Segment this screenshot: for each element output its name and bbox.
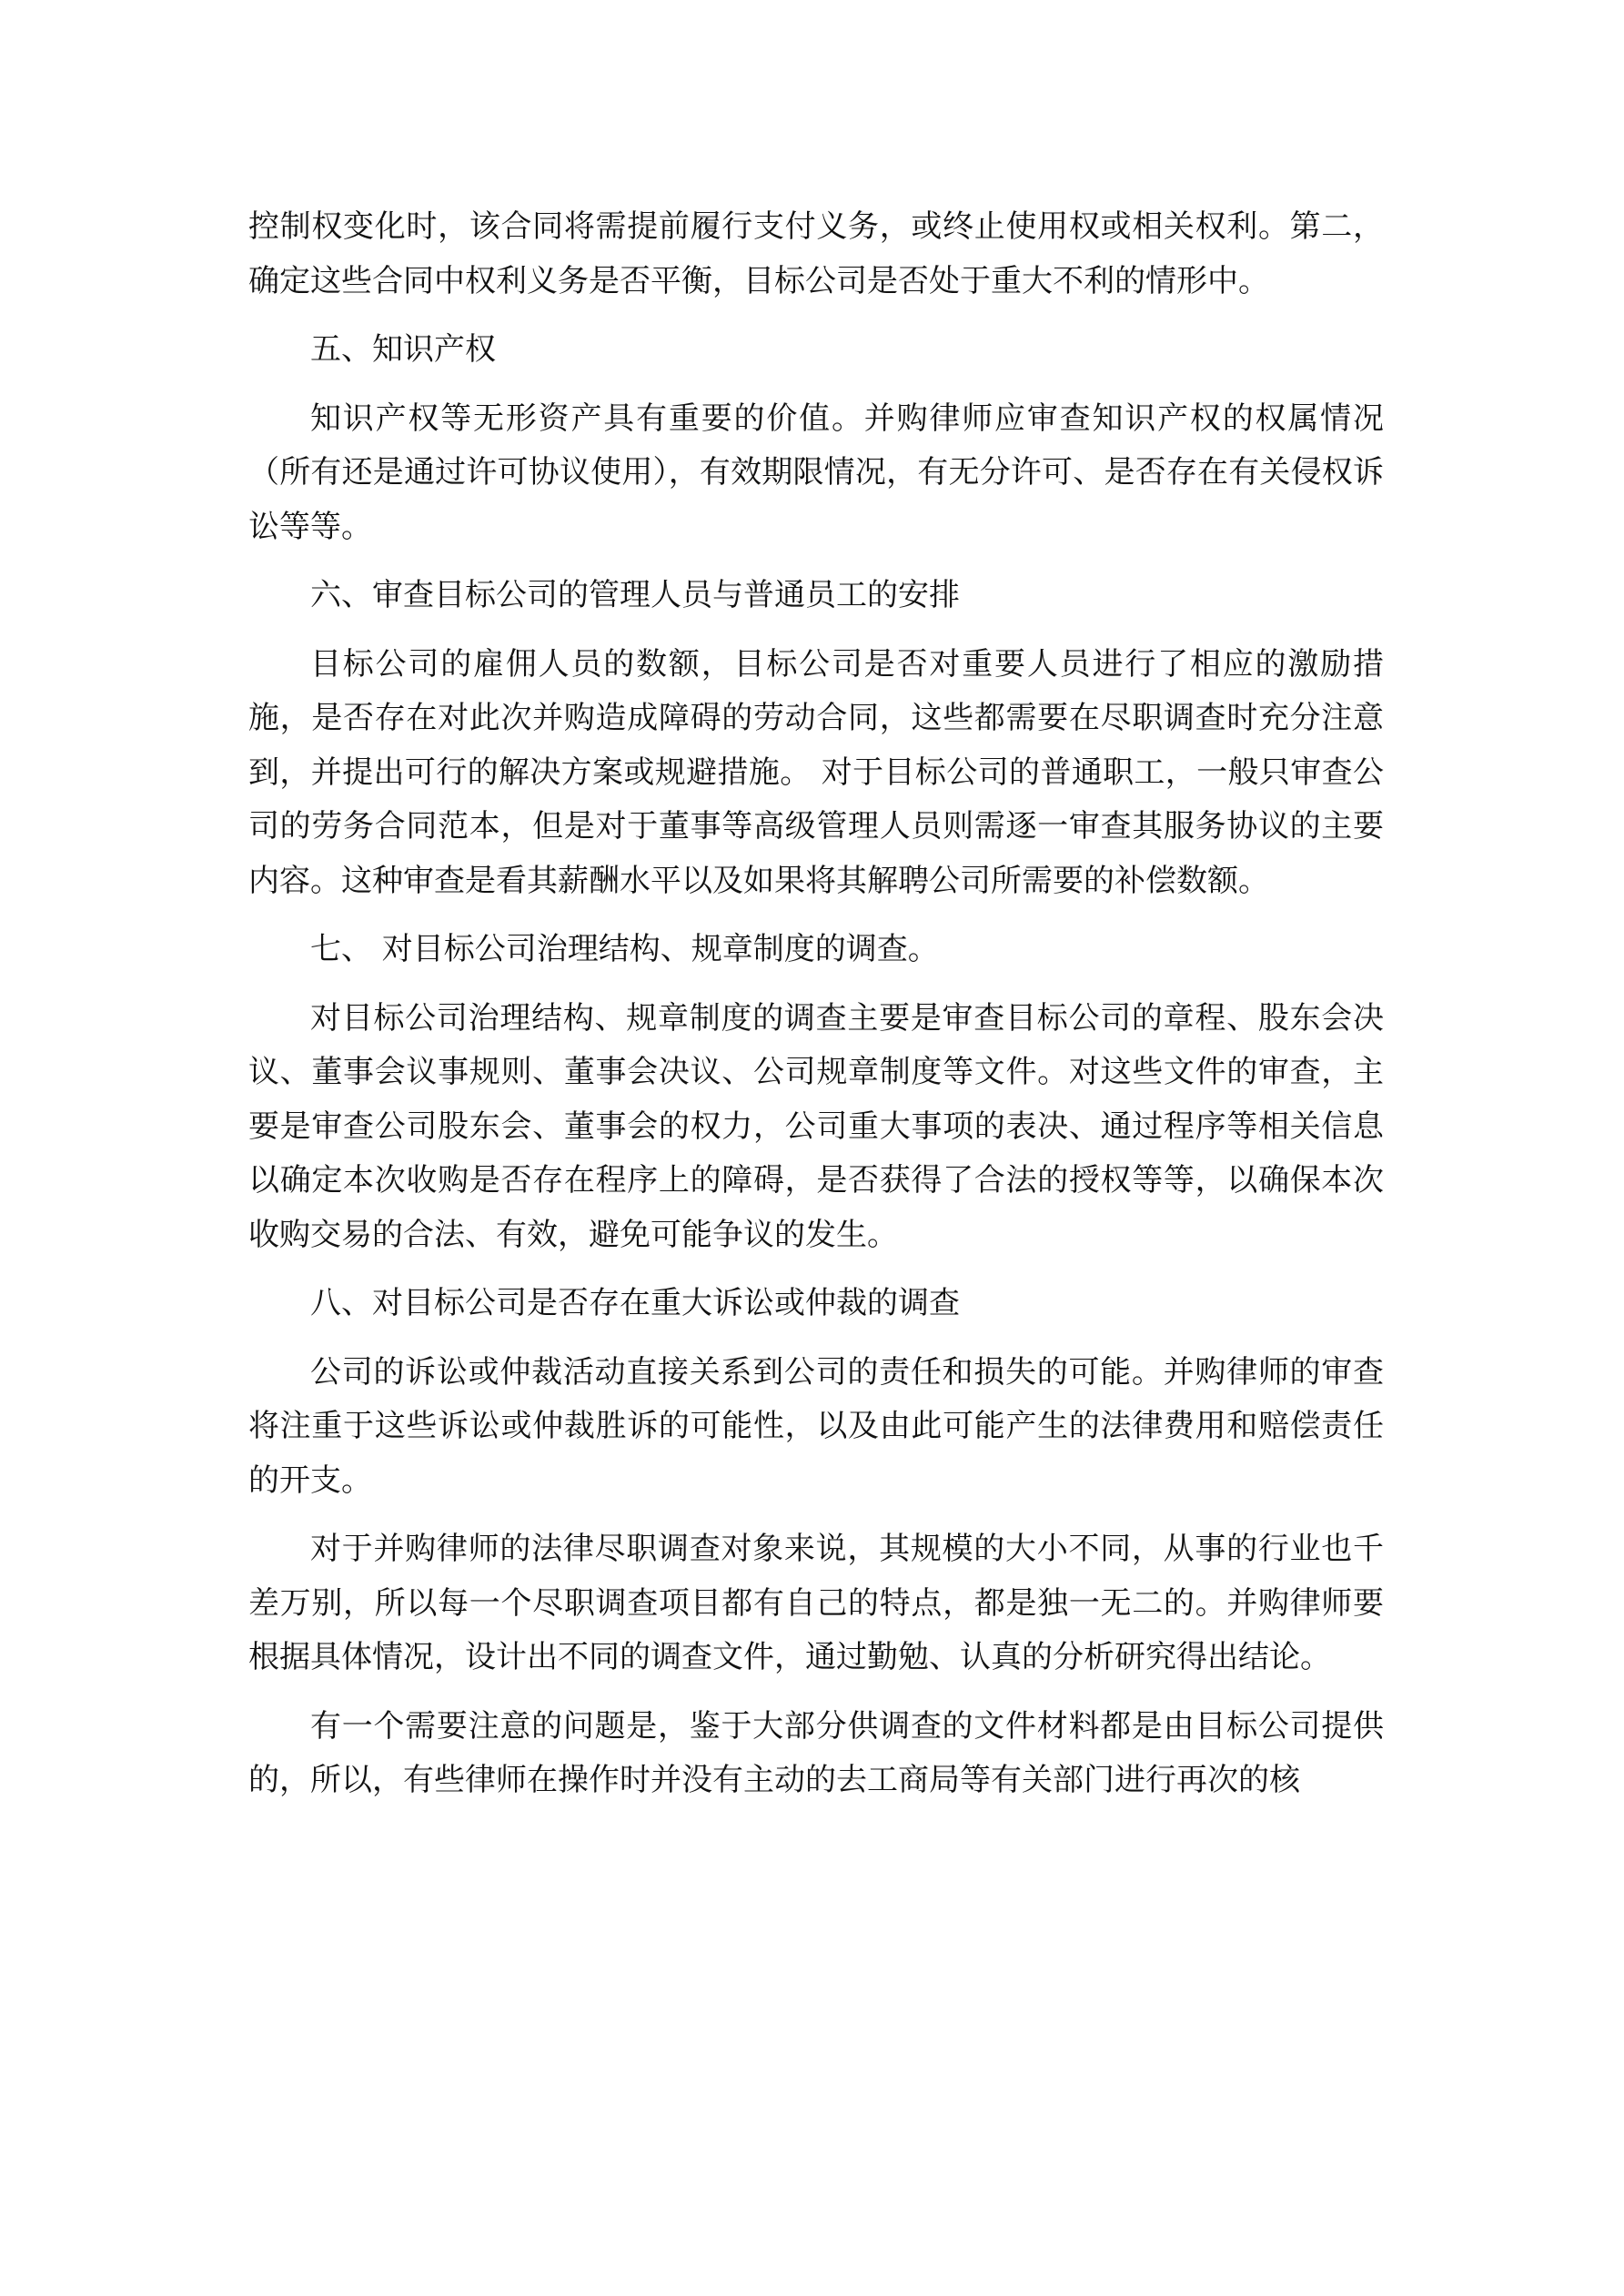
paragraph-continued: 控制权变化时，该合同将需提前履行支付义务，或终止使用权或相关权利。第二，确定这些合同中权利义务是否平衡，目标公司是否处于重大不利的情形中。 (248, 208, 1384, 299)
section-heading-intellectual-property: 五、知识产权 (310, 331, 496, 368)
section-heading-litigation: 八、对目标公司是否存在重大诉讼或仲裁的调查 (310, 1285, 960, 1321)
section-heading-governance: 七、 对目标公司治理结构、规章制度的调查。 (310, 931, 939, 967)
section-heading-staff-arrangements: 六、审查目标公司的管理人员与普通员工的安排 (310, 577, 960, 613)
document-body (248, 200, 1384, 1823)
paragraph: 有一个需要注意的问题是，鉴于大部分供调查的文件材料都是由目标公司提供的，所以，有些律师在操作时并没有主动的去工商局等有关部门进行再次的核 (248, 1707, 1384, 1798)
paragraph: 对于并购律师的法律尽职调查对象来说，其规模的大小不同，从事的行业也千差万别，所以每一个尽职调查项目都有自己的特点，都是独一无二的。并购律师要根据具体情况，设计出不同的调查文件，通过勤勉、认真的分析研究得出结论。 (248, 1531, 1384, 1675)
paragraph: 对目标公司治理结构、规章制度的调查主要是审查目标公司的章程、股东会决议、董事会议事规则、董事会决议、公司规章制度等文件。对这些文件的审查，主要是审查公司股东会、董事会的权力，公司重大事项的表决、通过程序等相关信息以确定本次收购是否存在程序上的障碍，是否获得了合法的授权等等，以确保本次收购交易的合法、有效，避免可能争议的发生。 (248, 999, 1384, 1253)
paragraph: 目标公司的雇佣人员的数额，目标公司是否对重要人员进行了相应的激励措施，是否存在对此次并购造成障碍的劳动合同，这些都需要在尽职调查时充分注意到，并提出可行的解决方案或规避措施。 对于目标公司的普通职工，一般只审查公司的劳务合同范本，但是对于董事等高级管理人员则需逐一审查其服务协议的主要内容。这种审查是看其薪酬水平以及如果将其解聘公司所需要的补偿数额。 (248, 645, 1384, 899)
paragraph: 知识产权等无形资产具有重要的价值。并购律师应审查知识产权的权属情况（所有还是通过许可协议使用），有效期限情况，有无分许可、是否存在有关侵权诉讼等等。 (248, 400, 1384, 545)
paragraph: 公司的诉讼或仲裁活动直接关系到公司的责任和损失的可能。并购律师的审查将注重于这些诉讼或仲裁胜诉的可能性，以及由此可能产生的法律费用和赔偿责任的开支。 (248, 1353, 1384, 1499)
